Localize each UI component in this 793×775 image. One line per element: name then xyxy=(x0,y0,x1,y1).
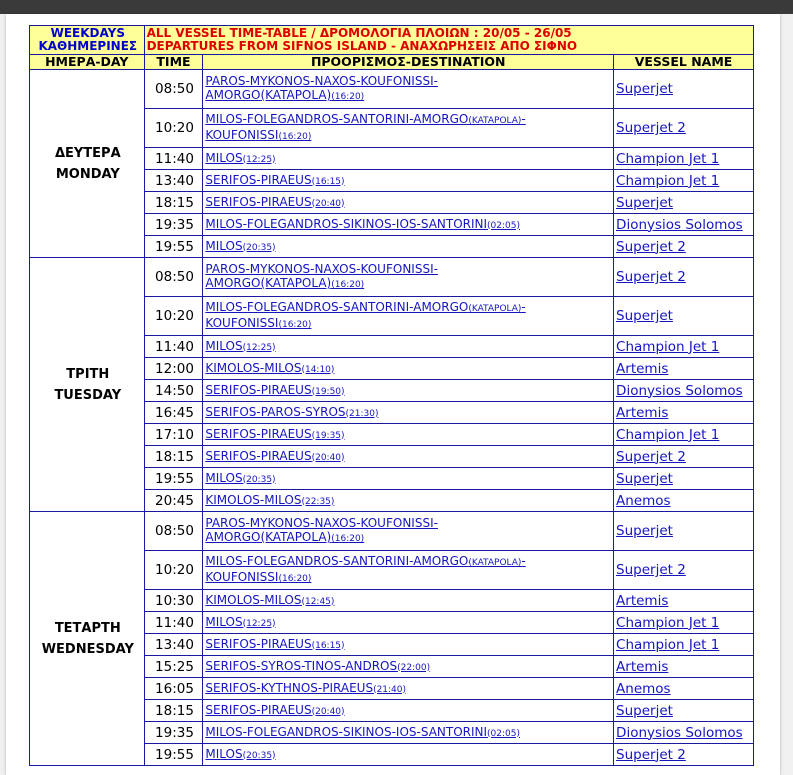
departure-time: 11:40 xyxy=(144,612,203,634)
destination-line-1 xyxy=(205,217,613,233)
arrival-time: (19:35) xyxy=(311,430,345,441)
destination-route: PAROS-MYKONOS-NAXOS-KOUFONISSI- xyxy=(205,262,438,276)
timetable xyxy=(29,25,754,766)
destination-line-1 xyxy=(205,471,613,487)
vessel-link: Dionysios Solomos xyxy=(616,382,743,399)
arrival-time: (02:05) xyxy=(487,220,521,231)
vessel-link: Dionysios Solomos xyxy=(616,216,743,233)
destination-line-1 xyxy=(205,74,613,88)
departure-time: 14:50 xyxy=(144,380,203,402)
destination-cell[interactable] xyxy=(203,446,614,468)
column-header-row xyxy=(30,55,754,70)
arrival-time: (21:30) xyxy=(345,408,379,419)
destination-cell[interactable] xyxy=(203,512,614,551)
destination-cell[interactable] xyxy=(203,380,614,402)
destination-line-1 xyxy=(205,151,613,167)
departure-time: 10:20 xyxy=(144,109,203,148)
day-cell xyxy=(30,258,145,512)
vessel-name[interactable] xyxy=(614,700,754,722)
destination-cell[interactable] xyxy=(203,656,614,678)
destination-cell[interactable] xyxy=(203,634,614,656)
destination-route: SERIFOS-KYTHNOS-PIRAEUS xyxy=(205,680,374,695)
departure-time: 11:40 xyxy=(144,148,203,170)
destination-cell[interactable] xyxy=(203,402,614,424)
weekdays-label xyxy=(30,26,145,55)
vessel-link: Champion Jet 1 xyxy=(616,426,720,443)
day-name-gr: ΔΕΥΤΕΡΑ xyxy=(54,145,121,161)
vessel-link: Superjet xyxy=(616,308,673,324)
destination-route: PAROS-MYKONOS-NAXOS-KOUFONISSI- xyxy=(205,74,438,88)
vessel-name[interactable] xyxy=(614,297,754,336)
vessel-name[interactable] xyxy=(614,336,754,358)
destination-port-note: (KATAPOLA) xyxy=(468,116,522,126)
vessel-name[interactable] xyxy=(614,358,754,380)
vessel-name[interactable] xyxy=(614,551,754,590)
vessel-link: Anemos xyxy=(616,492,671,509)
vessel-name[interactable] xyxy=(614,722,754,744)
destination-line-1 xyxy=(205,554,613,570)
destination-cell[interactable] xyxy=(203,70,614,109)
departure-time: 13:40 xyxy=(144,634,203,656)
destination-route: KIMOLOS-MILOS xyxy=(205,492,302,507)
destination-cell[interactable] xyxy=(203,678,614,700)
arrival-time: (20:35) xyxy=(242,750,276,761)
timetable-title xyxy=(144,26,753,55)
destination-route-tail: - xyxy=(521,112,526,126)
arrival-time: (16:20) xyxy=(278,132,312,142)
vessel-name[interactable] xyxy=(614,612,754,634)
vessel-name[interactable] xyxy=(614,424,754,446)
destination-line-2 xyxy=(205,530,613,546)
arrival-time: (16:15) xyxy=(311,176,345,187)
arrival-time: (16:15) xyxy=(311,640,345,651)
vessel-name[interactable] xyxy=(614,446,754,468)
day-name-en: TUESDAY xyxy=(54,387,122,403)
departure-time: 15:25 xyxy=(144,656,203,678)
arrival-time: (02:05) xyxy=(487,728,521,739)
destination-line-1 xyxy=(205,262,613,276)
destination-line-1 xyxy=(205,615,613,631)
destination-route: SERIFOS-PIRAEUS xyxy=(205,636,312,651)
arrival-time: (12:25) xyxy=(242,154,276,165)
destination-port-note: (KATAPOLA) xyxy=(468,304,522,314)
destination-route: PAROS-MYKONOS-NAXOS-KOUFONISSI- xyxy=(205,516,438,530)
destination-cell[interactable] xyxy=(203,192,614,214)
destination-line-2 xyxy=(205,88,613,104)
destination-line-1 xyxy=(205,703,613,719)
destination-route: MILOS-FOLEGANDROS-SANTORINI-AMORGO xyxy=(205,112,469,126)
destination-line-1 xyxy=(205,681,613,697)
destination-route: MILOS xyxy=(205,238,243,253)
departure-time: 08:50 xyxy=(144,258,203,297)
arrival-time: (20:40) xyxy=(311,198,345,209)
departure-time: 08:50 xyxy=(144,512,203,551)
destination-cell[interactable] xyxy=(203,236,614,258)
vessel-link: Superjet 2 xyxy=(616,448,686,465)
vessel-name[interactable] xyxy=(614,148,754,170)
destination-cell[interactable] xyxy=(203,109,614,148)
vessel-name[interactable] xyxy=(614,744,754,766)
arrival-time: (12:25) xyxy=(242,342,276,353)
destination-route: SERIFOS-PIRAEUS xyxy=(205,172,312,187)
destination-line-1 xyxy=(205,195,613,211)
destination-route: SERIFOS-PIRAEUS xyxy=(205,194,312,209)
destination-cell[interactable] xyxy=(203,551,614,590)
vessel-link: Superjet 2 xyxy=(616,746,686,763)
vessel-link: Dionysios Solomos xyxy=(616,724,743,741)
vessel-link: Champion Jet 1 xyxy=(616,614,720,631)
table-row xyxy=(30,70,754,109)
vessel-link: Artemis xyxy=(616,592,669,609)
vessel-link: Superjet xyxy=(616,194,673,211)
destination-line-1 xyxy=(205,747,613,763)
destination-route-cont: AMORGO(KATAPOLA) xyxy=(205,88,332,102)
destination-route-tail: - xyxy=(521,300,526,314)
day-name-en: WEDNESDAY xyxy=(41,641,134,657)
destination-cell[interactable] xyxy=(203,468,614,490)
destination-cell[interactable] xyxy=(203,336,614,358)
destination-line-1 xyxy=(205,339,613,355)
vessel-name[interactable] xyxy=(614,634,754,656)
departure-time: 19:55 xyxy=(144,236,203,258)
destination-cell[interactable] xyxy=(203,358,614,380)
destination-route-cont: KOUFONISSI xyxy=(205,570,279,584)
destination-cell[interactable] xyxy=(203,424,614,446)
departure-time: 20:45 xyxy=(144,490,203,512)
destination-line-1 xyxy=(205,449,613,465)
day-name-gr: ΤΡΙΤΗ xyxy=(66,366,110,382)
arrival-time: (14:10) xyxy=(301,364,335,375)
destination-route: MILOS xyxy=(205,338,243,353)
title-line-1: ALL VESSEL TIME-TABLE / ΔΡΟΜΟΛΟΓΙΑ ΠΛΟΙΩΝ : 20/05 - 26/05 xyxy=(146,26,572,40)
departure-time: 12:00 xyxy=(144,358,203,380)
departure-time: 11:40 xyxy=(144,336,203,358)
vessel-name[interactable] xyxy=(614,656,754,678)
arrival-time: (20:35) xyxy=(242,242,276,253)
vessel-name[interactable] xyxy=(614,214,754,236)
vessel-link: Superjet 2 xyxy=(616,562,686,578)
destination-route-cont: KOUFONISSI xyxy=(205,128,279,142)
arrival-time: (20:40) xyxy=(311,706,345,717)
arrival-time: (19:50) xyxy=(311,386,345,397)
vessel-link: Artemis xyxy=(616,360,669,377)
vessel-name[interactable] xyxy=(614,380,754,402)
day-name-en: MONDAY xyxy=(55,166,120,182)
arrival-time: (20:40) xyxy=(311,452,345,463)
arrival-time: (20:35) xyxy=(242,474,276,485)
destination-route: SERIFOS-PIRAEUS xyxy=(205,426,312,441)
vessel-name[interactable] xyxy=(614,490,754,512)
vessel-name[interactable] xyxy=(614,590,754,612)
vessel-link: Superjet xyxy=(616,81,673,97)
destination-route: SERIFOS-PIRAEUS xyxy=(205,702,312,717)
destination-cell[interactable] xyxy=(203,297,614,336)
arrival-time: (21:40) xyxy=(373,684,407,695)
departure-time: 16:45 xyxy=(144,402,203,424)
weekdays-gr: ΚΑΘΗΜΕΡΙΝΕΣ xyxy=(38,39,138,53)
destination-route: MILOS xyxy=(205,150,243,165)
col-vessel: VESSEL NAME xyxy=(614,55,754,70)
vessel-name[interactable] xyxy=(614,678,754,700)
destination-route: SERIFOS-PIRAEUS xyxy=(205,382,312,397)
vessel-link: Artemis xyxy=(616,658,669,675)
arrival-time: (12:45) xyxy=(301,596,335,607)
destination-line-2 xyxy=(205,276,613,292)
day-cell xyxy=(30,70,145,258)
destination-line-1 xyxy=(205,239,613,255)
departure-time: 10:20 xyxy=(144,297,203,336)
arrival-time: (12:25) xyxy=(242,618,276,629)
destination-route-cont: KOUFONISSI xyxy=(205,316,279,330)
vessel-link: Superjet 2 xyxy=(616,269,686,285)
destination-route-cont: AMORGO(KATAPOLA) xyxy=(205,530,332,544)
vessel-name[interactable] xyxy=(614,468,754,490)
destination-route: MILOS-FOLEGANDROS-SANTORINI-AMORGO xyxy=(205,300,469,314)
arrival-time: (22:35) xyxy=(301,496,335,507)
destination-route: KIMOLOS-MILOS xyxy=(205,592,302,607)
vessel-link: Champion Jet 1 xyxy=(616,172,720,189)
destination-line-1 xyxy=(205,361,613,377)
destination-route: MILOS xyxy=(205,614,243,629)
day-name-gr: ΤΕΤΑΡΤΗ xyxy=(54,620,121,636)
departure-time: 08:50 xyxy=(144,70,203,109)
vessel-link: Superjet xyxy=(616,702,673,719)
destination-route-cont: AMORGO(KATAPOLA) xyxy=(205,276,332,290)
destination-route-tail: - xyxy=(521,554,526,568)
departure-time: 19:35 xyxy=(144,214,203,236)
destination-cell[interactable] xyxy=(203,590,614,612)
col-time: TIME xyxy=(144,55,203,70)
destination-line-2 xyxy=(205,128,613,144)
destination-route: SERIFOS-PAROS-SYROS xyxy=(205,404,346,419)
vessel-link: Champion Jet 1 xyxy=(616,150,720,167)
destination-cell[interactable] xyxy=(203,700,614,722)
destination-line-1 xyxy=(205,300,613,316)
arrival-time: (16:20) xyxy=(278,320,312,330)
day-cell xyxy=(30,512,145,766)
col-day: ΗΜΕΡΑ-DAY xyxy=(30,55,145,70)
vessel-link: Artemis xyxy=(616,404,669,421)
vessel-link: Anemos xyxy=(616,680,671,697)
arrival-time: (16:20) xyxy=(331,92,365,102)
vessel-name[interactable] xyxy=(614,258,754,297)
destination-line-2 xyxy=(205,570,613,586)
destination-line-1 xyxy=(205,112,613,128)
col-destination: ΠΡΟΟΡΙΣΜΟΣ-DESTINATION xyxy=(203,55,614,70)
arrival-time: (16:20) xyxy=(331,534,365,544)
destination-route: MILOS-FOLEGANDROS-SIKINOS-IOS-SANTORINI xyxy=(205,724,488,739)
vessel-name[interactable] xyxy=(614,70,754,109)
destination-line-1 xyxy=(205,383,613,399)
destination-cell[interactable] xyxy=(203,744,614,766)
destination-route: SERIFOS-SYROS-TINOS-ANDROS xyxy=(205,658,398,673)
destination-line-1 xyxy=(205,659,613,675)
vessel-link: Superjet xyxy=(616,523,673,539)
departure-time: 10:20 xyxy=(144,551,203,590)
departure-time: 13:40 xyxy=(144,170,203,192)
document-page xyxy=(6,14,780,775)
vessel-link: Superjet 2 xyxy=(616,120,686,136)
destination-line-1 xyxy=(205,593,613,609)
destination-line-1 xyxy=(205,427,613,443)
destination-line-1 xyxy=(205,493,613,509)
departure-time: 19:55 xyxy=(144,468,203,490)
title-row xyxy=(30,26,754,55)
arrival-time: (22:00) xyxy=(397,662,431,673)
destination-cell[interactable] xyxy=(203,214,614,236)
vessel-name[interactable] xyxy=(614,109,754,148)
table-row xyxy=(30,258,754,297)
destination-cell[interactable] xyxy=(203,148,614,170)
destination-cell[interactable] xyxy=(203,170,614,192)
vessel-link: Champion Jet 1 xyxy=(616,338,720,355)
destination-line-1 xyxy=(205,516,613,530)
destination-line-1 xyxy=(205,405,613,421)
vessel-name[interactable] xyxy=(614,192,754,214)
destination-route: KIMOLOS-MILOS xyxy=(205,360,302,375)
vessel-name[interactable] xyxy=(614,512,754,551)
destination-line-2 xyxy=(205,316,613,332)
departure-time: 17:10 xyxy=(144,424,203,446)
destination-cell[interactable] xyxy=(203,722,614,744)
destination-line-1 xyxy=(205,725,613,741)
destination-route: SERIFOS-PIRAEUS xyxy=(205,448,312,463)
vessel-name[interactable] xyxy=(614,170,754,192)
departure-time: 16:05 xyxy=(144,678,203,700)
destination-route: MILOS xyxy=(205,470,243,485)
destination-cell[interactable] xyxy=(203,490,614,512)
departure-time: 10:30 xyxy=(144,590,203,612)
weekdays-en: WEEKDAYS xyxy=(50,26,125,40)
destination-line-1 xyxy=(205,637,613,653)
departure-time: 18:15 xyxy=(144,446,203,468)
vessel-link: Superjet xyxy=(616,470,673,487)
viewer-top-bar xyxy=(0,0,793,14)
departure-time: 18:15 xyxy=(144,700,203,722)
vessel-name[interactable] xyxy=(614,402,754,424)
destination-cell[interactable] xyxy=(203,612,614,634)
table-row xyxy=(30,512,754,551)
departure-time: 18:15 xyxy=(144,192,203,214)
destination-route: MILOS-FOLEGANDROS-SANTORINI-AMORGO xyxy=(205,554,469,568)
departure-time: 19:55 xyxy=(144,744,203,766)
destination-cell[interactable] xyxy=(203,258,614,297)
vessel-link: Superjet 2 xyxy=(616,238,686,255)
destination-route: MILOS-FOLEGANDROS-SIKINOS-IOS-SANTORINI xyxy=(205,216,488,231)
arrival-time: (16:20) xyxy=(331,280,365,290)
vessel-name[interactable] xyxy=(614,236,754,258)
vessel-link: Champion Jet 1 xyxy=(616,636,720,653)
destination-line-1 xyxy=(205,173,613,189)
departure-time: 19:35 xyxy=(144,722,203,744)
title-line-2: DEPARTURES FROM SIFNOS ISLAND - ΑΝΑΧΩΡΗΣΕΙΣ ΑΠΟ ΣΙΦΝΟ xyxy=(146,39,578,53)
destination-route: MILOS xyxy=(205,746,243,761)
arrival-time: (16:20) xyxy=(278,574,312,584)
destination-port-note: (KATAPOLA) xyxy=(468,558,522,568)
